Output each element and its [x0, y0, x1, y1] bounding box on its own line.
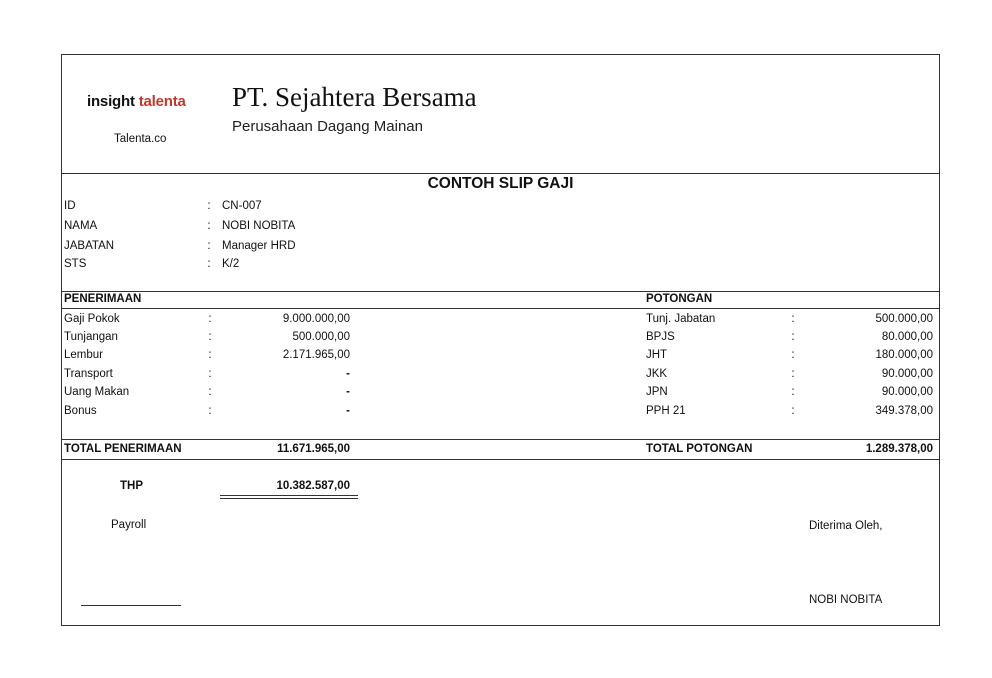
earning-value: - [346, 405, 350, 417]
earning-colon: : [208, 405, 212, 417]
employee-name-label: NAMA [64, 220, 98, 232]
company-name: PT. Sejahtera Bersama [232, 82, 477, 112]
header-divider [62, 173, 939, 174]
earning-label: Tunjangan [64, 331, 118, 343]
earning-value: 2.171.965,00 [282, 349, 350, 361]
deduction-value: 500.000,00 [875, 313, 933, 325]
deduction-value: 90.000,00 [881, 368, 933, 380]
earning-label: Uang Makan [64, 386, 130, 398]
earning-label: Transport [64, 368, 113, 380]
thp-underline-1 [220, 495, 358, 496]
deduction-value: 180.000,00 [875, 349, 933, 361]
logo-text-insight: insight [87, 93, 135, 110]
salary-slip [61, 54, 940, 626]
employee-position-label: JABATAN [64, 240, 115, 252]
deduction-colon: : [791, 405, 795, 417]
employee-id-value: CN-007 [222, 200, 262, 212]
payroll-signature-label: Payroll [111, 519, 147, 531]
totals-bottom-line [62, 459, 939, 460]
employee-position-colon: : [207, 240, 211, 252]
earning-value: 500.000,00 [292, 331, 350, 343]
info-divider [62, 291, 939, 292]
earning-label: Bonus [64, 405, 97, 417]
earning-value: - [346, 386, 350, 398]
deduction-label: PPH 21 [646, 405, 686, 417]
deduction-colon: : [791, 313, 795, 325]
employee-status-colon: : [207, 258, 211, 270]
slip-title: CONTOH SLIP GAJI [427, 175, 574, 192]
deduction-label: JKK [646, 368, 668, 380]
deduction-label: BPJS [646, 331, 675, 343]
thp-label: THP [120, 480, 143, 492]
deduction-colon: : [791, 349, 795, 361]
receiver-signature-label: Diterima Oleh, [809, 520, 883, 532]
employee-status-label: STS [64, 258, 87, 270]
earning-colon: : [208, 368, 212, 380]
totals-top-line [62, 439, 939, 440]
total-earnings-label: TOTAL PENERIMAAN [64, 443, 182, 455]
employee-id-label: ID [64, 200, 76, 212]
deduction-colon: : [791, 368, 795, 380]
logo-text-talenta: talenta [138, 93, 186, 110]
earning-colon: : [208, 313, 212, 325]
deduction-label: Tunj. Jabatan [646, 313, 716, 325]
employee-id-colon: : [207, 200, 211, 212]
deductions-heading: POTONGAN [646, 293, 713, 305]
earning-value: - [346, 368, 350, 380]
deduction-value: 80.000,00 [881, 331, 933, 343]
employee-position-value: Manager HRD [222, 240, 296, 252]
total-deductions-label: TOTAL POTONGAN [646, 443, 753, 455]
earning-colon: : [208, 386, 212, 398]
company-logo [87, 93, 186, 110]
earning-colon: : [208, 349, 212, 361]
receiver-name: NOBI NOBITA [809, 594, 883, 606]
deduction-colon: : [791, 386, 795, 398]
total-earnings-value: 11.671.965,00 [277, 443, 350, 455]
deduction-colon: : [791, 331, 795, 343]
payroll-signature-line [81, 605, 181, 606]
thp-underline-2 [220, 498, 358, 499]
earnings-heading: PENERIMAAN [64, 293, 142, 305]
earning-colon: : [208, 331, 212, 343]
thp-value: 10.382.587,00 [276, 480, 350, 492]
earning-label: Gaji Pokok [64, 313, 120, 325]
earning-label: Lembur [64, 349, 103, 361]
deduction-value: 90.000,00 [881, 386, 933, 398]
section-heading-underline [62, 308, 939, 309]
logo-subtitle: Talenta.co [114, 133, 167, 145]
total-deductions-value: 1.289.378,00 [865, 443, 933, 455]
deduction-label: JPN [646, 386, 668, 398]
earning-value: 9.000.000,00 [282, 313, 350, 325]
deduction-label: JHT [646, 349, 668, 361]
employee-name-colon: : [207, 220, 211, 232]
employee-status-value: K/2 [222, 258, 240, 270]
deduction-value: 349.378,00 [875, 405, 933, 417]
company-tagline: Perusahaan Dagang Mainan [232, 118, 423, 135]
employee-name-value: NOBI NOBITA [222, 220, 296, 232]
